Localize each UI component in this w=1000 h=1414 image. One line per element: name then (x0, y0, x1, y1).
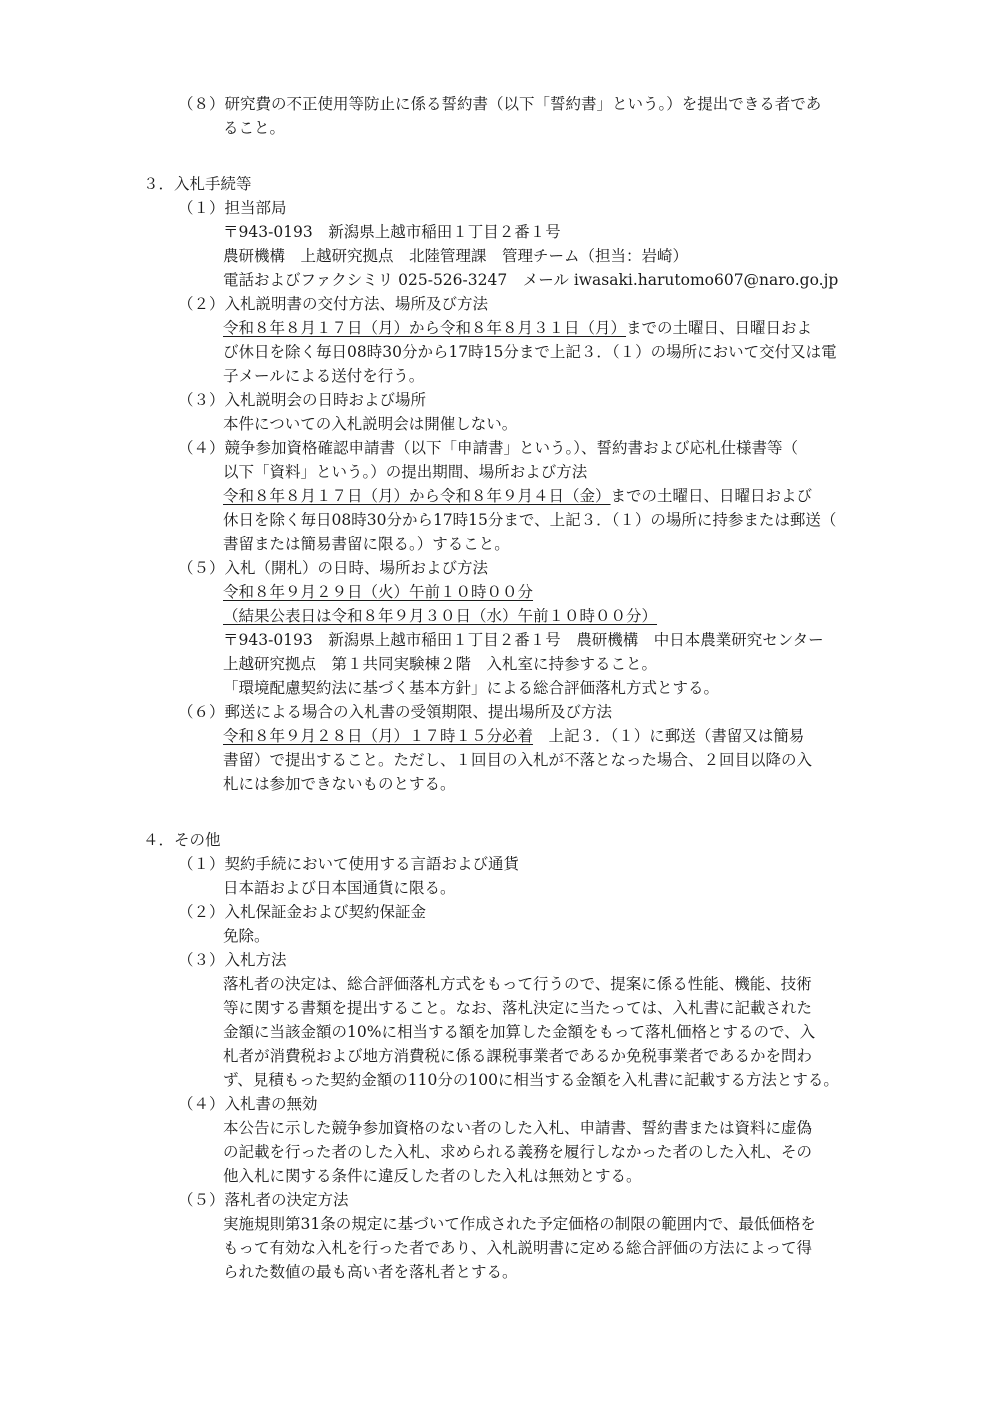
section-3-item-2-line-2: び休日を除く毎日08時30分から17時15分まで上記３．（１）の場所において交付又は電 (223, 343, 837, 361)
section-3-item-2-title: （２）入札説明書の交付方法、場所及び方法 (178, 295, 489, 313)
section-4-item-4-line-2: の記載を行った者のした入札、求められる義務を履行しなかった者のした入札、その (223, 1143, 813, 1161)
section-3-item-1-contact: 電話およびファクシミリ 025-526-3247 メール iwasaki.harutomo607@naro.go.jp (223, 271, 839, 289)
section-3-item-1-title: （１）担当部局 (178, 199, 287, 217)
section-3-item-6-line-1-rest: 上記３．（１）に郵送（書留又は簡易 (533, 727, 805, 745)
section-4-item-4-line-1: 本公告に示した競争参加資格のない者のした入札、申請書、誓約書または資料に虚偽 (223, 1119, 813, 1137)
section-4-item-3-title: （３）入札方法 (178, 951, 287, 969)
section-4-item-5-line-1: 実施規則第31条の規定に基づいて作成された予定価格の制限の範囲内で、最低価格を (223, 1215, 816, 1233)
section-4-item-1-title: （１）契約手続において使用する言語および通貨 (178, 855, 520, 873)
section-3-item-2-line-1 (223, 316, 812, 340)
section-3-item-5-title: （５）入札（開札）の日時、場所および方法 (178, 559, 489, 577)
section-3-item-6-title: （６）郵送による場合の入札書の受領期限、提出場所及び方法 (178, 703, 613, 721)
section-3-item-4-line-3: 書留または簡易書留に限る。）すること。 (223, 535, 510, 553)
section-4-item-4-title: （４）入札書の無効 (178, 1095, 318, 1113)
section-3-item-4-line-2: 休日を除く毎日08時30分から17時15分まで、上記３．（１）の場所に持参または郵送（ (223, 511, 837, 529)
section-3-item-2-line-1-rest: までの土曜日、日曜日およ (626, 319, 813, 337)
section-3-item-5-result-text: （結果公表日は令和８年９月３０日（水）午前１０時００分） (223, 607, 658, 625)
section-3-item-6-line-1 (223, 724, 804, 748)
section-4-heading: ４．その他 (143, 831, 221, 849)
section-3-item-5-datetime (223, 580, 533, 604)
clause-8-line-1: （８）研究費の不正使用等防止に係る誓約書（以下「誓約書」という。）を提出できる者であ (178, 95, 822, 113)
section-3-item-3-title: （３）入札説明会の日時および場所 (178, 391, 427, 409)
section-4-item-2-body: 免除。 (223, 927, 270, 945)
section-4-item-5-line-3: られた数値の最も高い者を落札者とする。 (223, 1263, 518, 1281)
section-3-item-2-line-3: 子メールによる送付を行う。 (223, 367, 425, 385)
section-3-item-6-deadline: 令和８年９月２８日（月）１７時１５分必着 (223, 727, 534, 745)
section-3-item-3-body: 本件についての入札説明会は開催しない。 (223, 415, 518, 433)
section-3-item-5-place-2: 上越研究拠点 第１共同実験棟２階 入札室に持参すること。 (223, 655, 658, 673)
section-3-item-5-result (223, 604, 657, 628)
section-3-item-2-period: 令和８年８月１７日（月）から令和８年８月３１日（月） (223, 319, 627, 337)
section-3-item-1-address: 〒943-0193 新潟県上越市稲田１丁目２番１号 (223, 223, 561, 241)
section-3-item-4-title-2: 以下「資料」という。）の提出期間、場所および方法 (223, 463, 588, 481)
section-3-item-1-org: 農研機構 上越研究拠点 北陸管理課 管理チーム（担当：岩崎） (223, 247, 689, 265)
section-4-item-3-line-1: 落札者の決定は、総合評価落札方式をもって行うので、提案に係る性能、機能、技術 (223, 975, 812, 993)
section-4-item-4-line-3: 他入札に関する条件に違反した者のした入札は無効とする。 (223, 1167, 642, 1185)
section-3-item-4-line-1 (223, 484, 812, 508)
section-4-item-3-line-4: 札者が消費税および地方消費税に係る課税事業者であるか免税事業者であるかを問わ (223, 1047, 813, 1065)
section-3-item-6-line-3: 札には参加できないものとする。 (223, 775, 456, 793)
section-3-item-5-method: 「環境配慮契約法に基づく基本方針」による総合評価落札方式とする。 (223, 679, 720, 697)
section-4-item-2-title: （２）入札保証金および契約保証金 (178, 903, 427, 921)
section-4-item-3-line-5: ず、見積もった契約金額の110分の100に相当する金額を入札書に記載する方法とする。 (223, 1071, 839, 1089)
clause-8-line-2: ること。 (223, 119, 286, 137)
section-4-item-1-body: 日本語および日本国通貨に限る。 (223, 879, 456, 897)
section-4-item-3-line-3: 金額に当該金額の10%に相当する額を加算した金額をもって落札価格とするので、入 (223, 1023, 816, 1041)
section-4-item-5-title: （５）落札者の決定方法 (178, 1191, 349, 1209)
section-4-item-5-line-2: もって有効な入札を行った者であり、入札説明書に定める総合評価の方法によって得 (223, 1239, 813, 1257)
section-3-item-4-period: 令和８年８月１７日（月）から令和８年９月４日（金） (223, 487, 611, 505)
section-3-item-5-place-1: 〒943-0193 新潟県上越市稲田１丁目２番１号 農研機構 中日本農業研究センター (223, 631, 824, 649)
section-3-item-5-datetime-text: 令和８年９月２９日（火）午前１０時００分 (223, 583, 534, 601)
section-4-item-3-line-2: 等に関する書類を提出すること。なお、落札決定に当たっては、入札書に記載された (223, 999, 813, 1017)
section-3-item-6-line-2: 書留）で提出すること。ただし、１回目の入札が不落となった場合、２回目以降の入 (223, 751, 813, 769)
section-3-item-4-line-1-rest: までの土曜日、日曜日および (610, 487, 813, 505)
section-3-item-4-title: （４）競争参加資格確認申請書（以下「申請書」という。）、誓約書および応札仕様書等（ (178, 439, 799, 457)
section-3-heading: ３．入札手続等 (143, 175, 252, 193)
